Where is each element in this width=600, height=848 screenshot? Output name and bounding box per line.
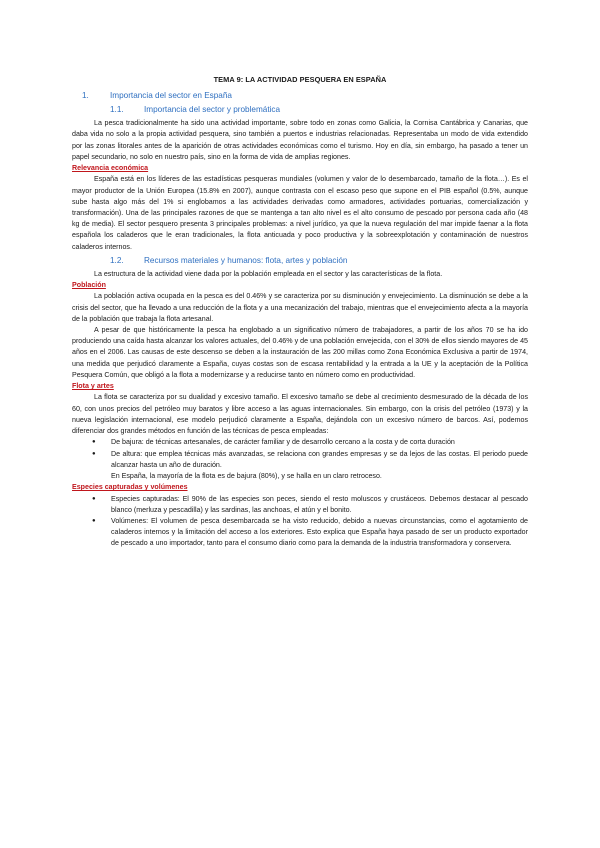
list-item: ● Especies capturadas: El 90% de las especies son peces, siendo el resto moluscos y crustáceos. Debemos destacar al pescado blanco (merluza y pescadilla) y las sardinas, las anchoas, el atún y el bonito. <box>92 494 528 516</box>
subsection-heading-1-1 <box>110 104 528 116</box>
section-number: 1. <box>82 91 89 101</box>
subsection-title: Recursos materiales y humanos: flota, artes y población <box>144 255 348 265</box>
paragraph-flota: La flota se caracteriza por su dualidad y excesivo tamaño. El excesivo tamaño se debe al crecimiento desmesurado de la década de los 60, con unos precios del petróleo muy baratos y libre acceso a las aguas internacionales. Sin embargo, con la crisis del petróleo (1973) y la nueva legislación internacional, ese modelo perjudicó claramente a España, dejándola con un excesivo número de barcos. Así, podemos diferenciar dos grandes métodos en función de las técnicas de pesca empleadas: <box>72 393 528 436</box>
paragraph-estructura: La estructura de la actividad viene dada por la población empleada en el sector y las características de la flota. <box>94 269 443 278</box>
paragraph-poblacion-2: A pesar de que históricamente la pesca ha englobado a un significativo número de trabajadores, a partir de los años 70 se ha ido produciendo una caída hasta alcanzar los valores actuales, del 0.46% y de una población envejecida, con el 30% de ellos siendo mayores de 45 años en el 2006. Las causas de este descenso se deben a la instauración de las 200 millas como Zona Económica Exclusiva a partir de 1974, una medida que perjudicó claramente a España, cuyas costas son de escasa rentabilidad y la entrada a la UE y la aceptación de la Política Pesquera Común, que obligó a la flota a modernizarse y a reducirse tanto en número como en productividad. <box>72 326 528 379</box>
section-title: Importancia del sector en España <box>110 91 232 101</box>
subsection-number: 1.1. <box>110 105 124 115</box>
subsection-heading-1-2 <box>110 255 528 267</box>
paragraph-relevancia: España está en los líderes de las estadísticas pesqueras mundiales (volumen y valor de lo desembarcado, tamaño de la flota…). Es el mayor productor de la Unión Europea (15.8% en 2007), aunque contrasta con el escaso peso que supone en el PIB español (0.5%, aunque sube hasta algo más del 1% si englobamos a las actividades derivadas como armadores, actividades portuarias, comercialización y transformación). Una de las principales razones de que se mantenga a tan alto nivel es el alto consumo de pescado por persona cada año (48 kg de media). El sector pesquero presenta 3 principales problemas: a nivel jurídico, ya que la nueva regulación del mar impide faenar a la flota española los caladeros que le eran tradicionales, la flota anticuada y poco productiva y la sobreexplotación y contaminación de nuestros caladeros internos. <box>72 175 528 251</box>
subsection-number: 1.2. <box>110 255 124 265</box>
list-item: ● De altura: que emplea técnicas más avanzadas, se relaciona con grandes empresas y se da lejos de las costas. El periodo puede alcanzar hasta un año de duración. <box>92 449 528 471</box>
label-poblacion: Población <box>72 281 106 290</box>
label-flota: Flota y artes <box>72 382 114 391</box>
paragraph-bajura-note: En España, la mayoría de la flota es de bajura (80%), y se halla en un claro retroceso. <box>111 471 382 480</box>
label-especies: Especies capturadas y volúmenes <box>72 483 188 492</box>
paragraph-poblacion-1: La población activa ocupada en la pesca es del 0.46% y se caracteriza por su disminución y envejecimiento. La disminución se debe a la crisis del sector, que ha llevado a una reducción de la flota y a una mecanización del trabajo, mientras que el envejecimiento afecta a la mayoría de la población que trabaja la flota artesanal. <box>72 292 528 323</box>
paragraph-intro: La pesca tradicionalmente ha sido una actividad importante, sobre todo en zonas como Galicia, la Cornisa Cantábrica y Canarias, que daba vida no solo a la propia actividad pesquera, sino también a puertos e industrias relacionadas. Representaba un modo de vida extendido por las zonas litorales antes de la aparición de otras actividades económicas como el turismo. Hoy en día, sin embargo, ha pasado a tener un papel secundario, no solo en nuestro país, sino en la forma de vida de amplias regiones. <box>72 119 528 161</box>
label-relevancia: Relevancia económica <box>72 164 149 173</box>
bullet-list-especies <box>92 494 528 550</box>
section-heading-1 <box>82 90 528 102</box>
subsection-title: Importancia del sector y problemática <box>144 105 281 115</box>
list-item: ● De bajura: de técnicas artesanales, de carácter familiar y de desarrollo cercano a la costa y de corta duración <box>92 437 528 448</box>
document-title: TEMA 9: LA ACTIVIDAD PESQUERA EN ESPAÑA <box>213 75 387 84</box>
bullet-list-metodos <box>92 437 528 471</box>
list-item: ● Volúmenes: El volumen de pesca desembarcada se ha visto reducido, debido a nuevas circunstancias, como el agotamiento de caladeros internos y la limitación del acceso a los exteriores. Esto explica que España haya pasado de ser un producto exportador de pescado a uno importador, tanto para el consumo diario como para la demanda de la industria transformadora y conservera. <box>92 516 528 550</box>
